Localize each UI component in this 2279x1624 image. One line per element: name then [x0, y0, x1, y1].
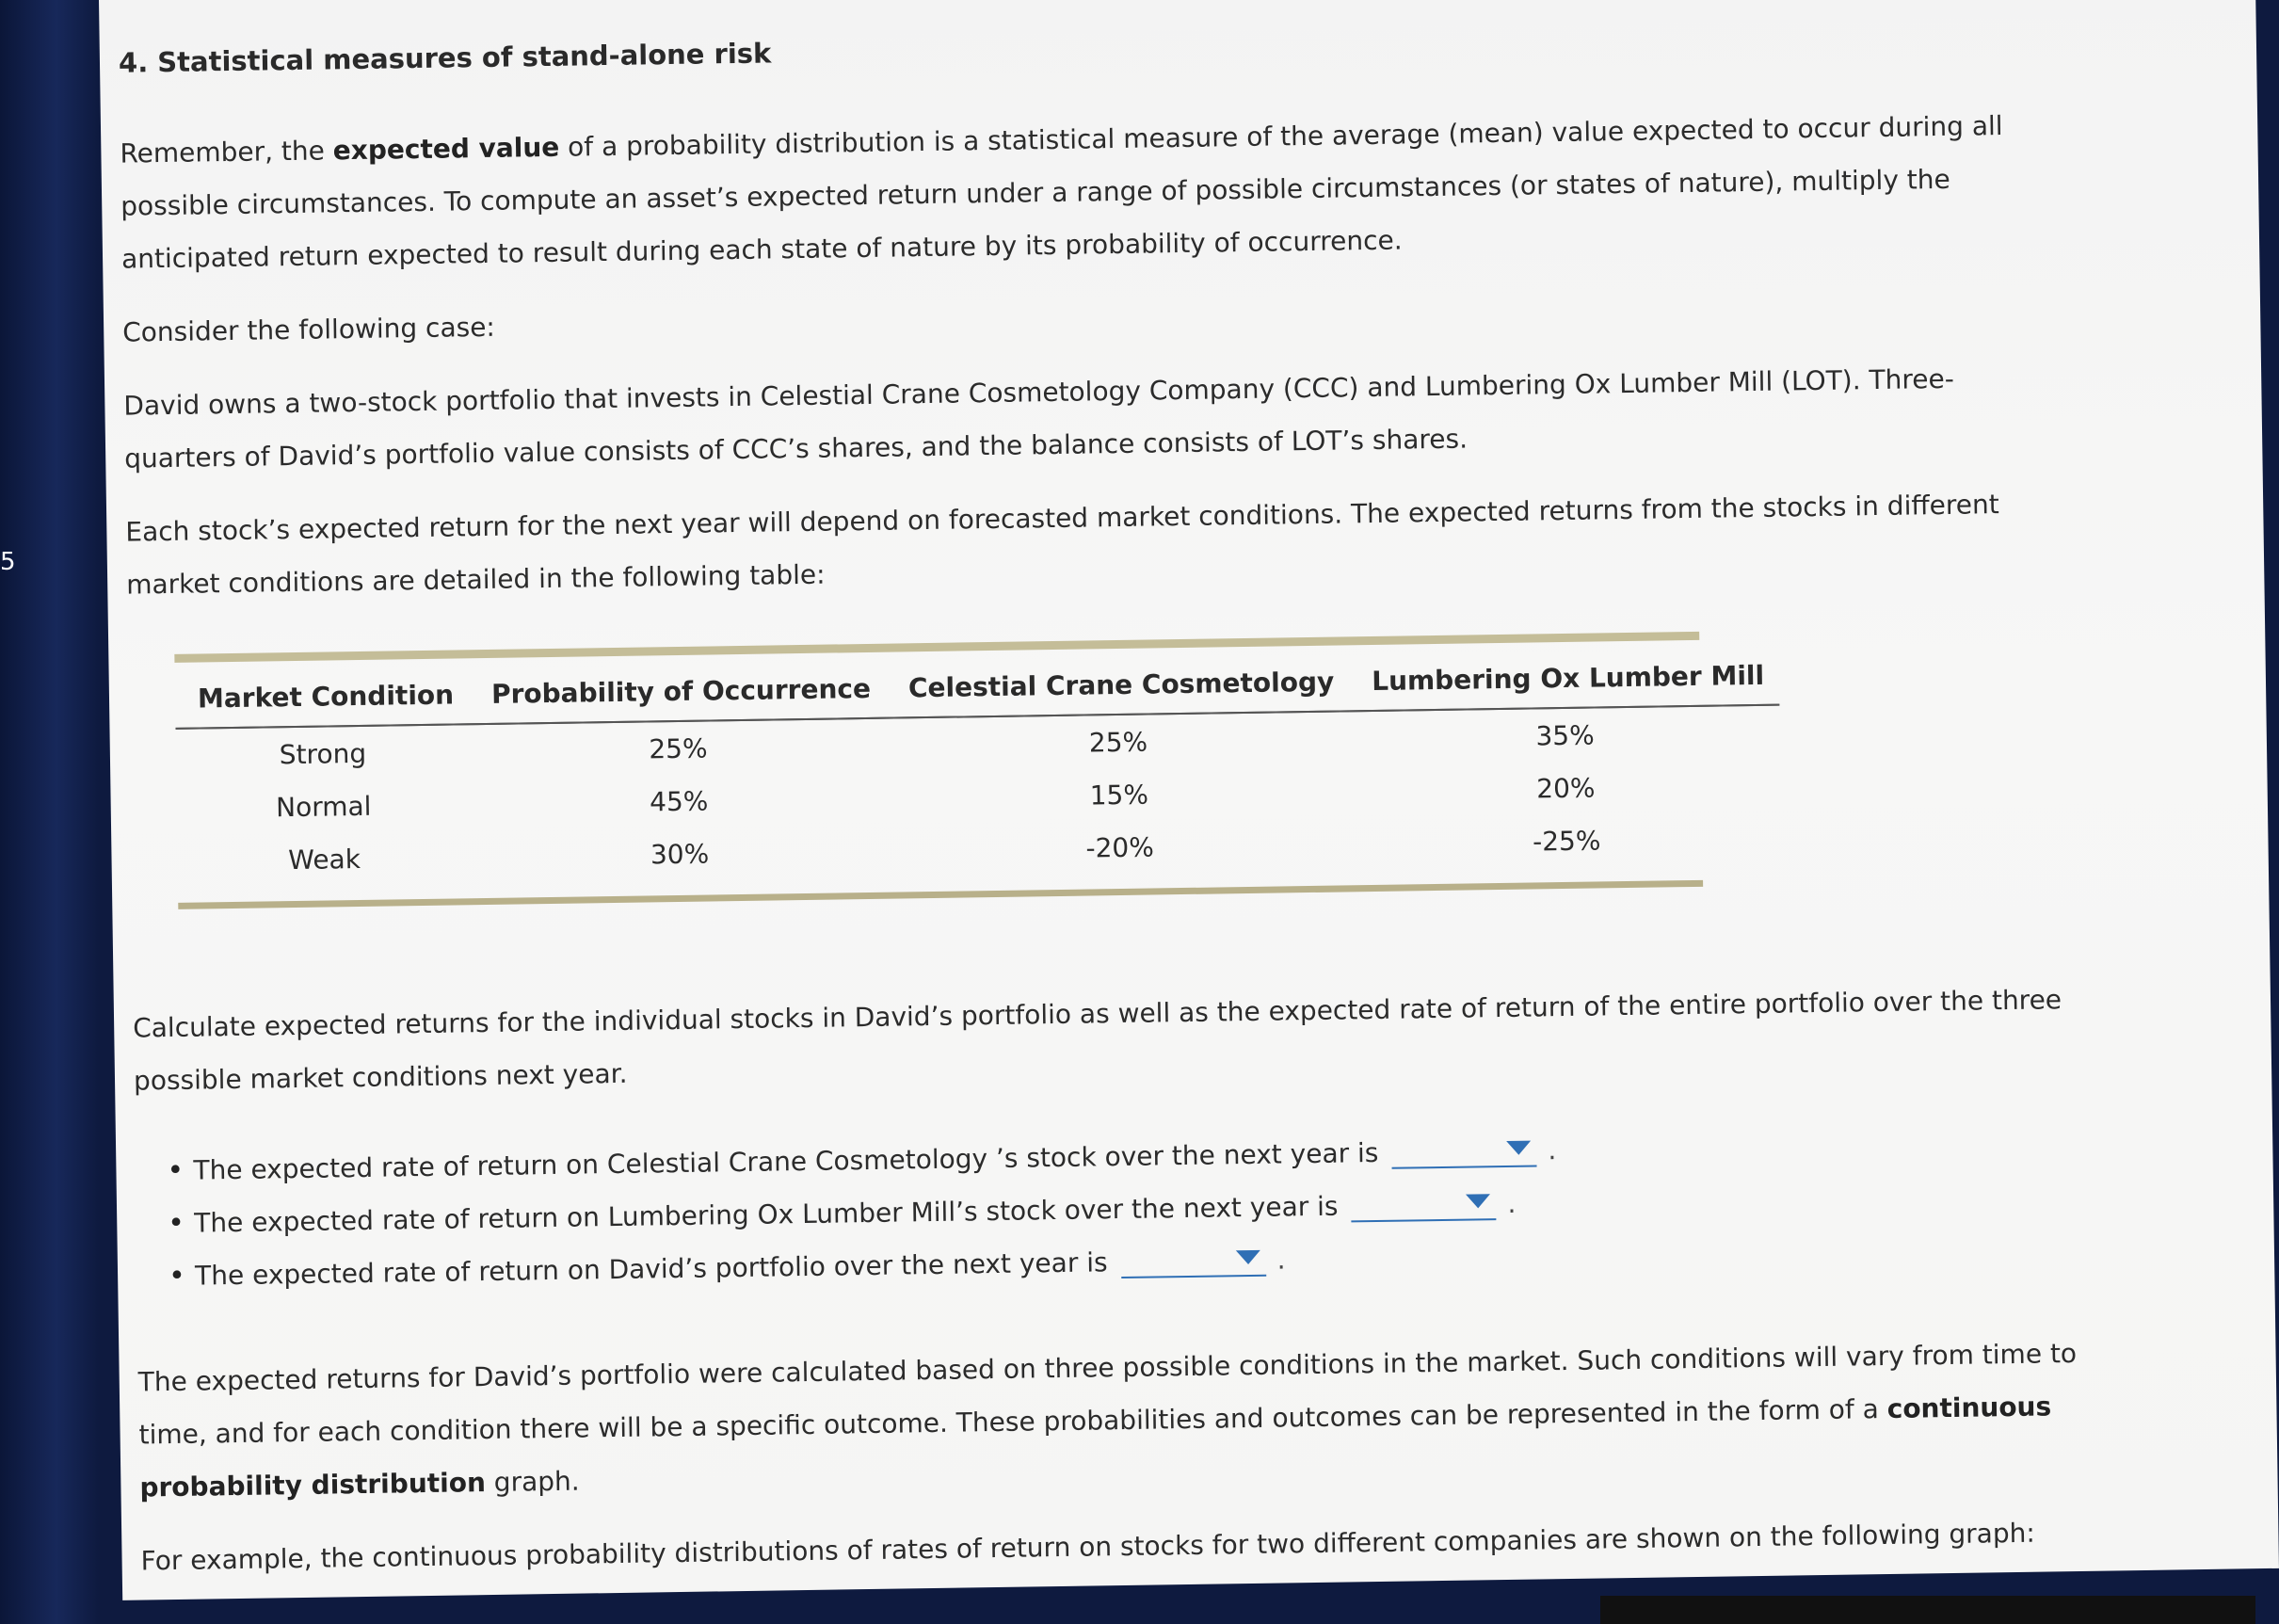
dropdown-arrow-icon — [1466, 1194, 1490, 1208]
question-page — [99, 0, 2279, 1600]
distribution-paragraph — [137, 1327, 2078, 1515]
question-suffix: . — [1276, 1244, 1286, 1276]
bottom-bezel — [1600, 1596, 2255, 1624]
lot-return-dropdown[interactable] — [1351, 1190, 1496, 1222]
table-bottom-rule — [178, 880, 1703, 909]
dropdown-arrow-icon — [1506, 1141, 1531, 1155]
question-text: The expected rate of return on David’s portfolio over the next year is — [194, 1246, 1108, 1292]
header-lot: Lumbering Ox Lumber Mill — [1349, 639, 1780, 712]
cell-ccc-return: -20% — [1085, 830, 1155, 864]
question-content — [119, 18, 2080, 1587]
cell-lot-return: 35% — [1535, 719, 1595, 751]
intro-text-1: Remember, the — [120, 135, 334, 169]
question-list — [135, 1117, 2076, 1304]
example-paragraph: For example, the continuous probability distributions of rates of return on stocks for two different companies are shown on the following graph: — [140, 1517, 2036, 1577]
intro-paragraph — [120, 99, 2061, 286]
cell-condition: Normal — [275, 790, 372, 823]
ccc-return-dropdown[interactable] — [1391, 1136, 1536, 1168]
cell-condition: Weak — [288, 843, 361, 876]
question-text: The expected rate of return on Celestial Crane Cosmetology ’s stock over the next year is — [193, 1136, 1379, 1186]
sidebar-edge-glyph: 5 — [0, 548, 16, 576]
header-ccc: Celestial Crane Cosmetology — [885, 645, 1349, 717]
question-suffix: . — [1507, 1187, 1517, 1219]
cell-probability: 25% — [649, 732, 708, 764]
intro-bold-term: expected value — [332, 131, 560, 167]
case-intro: Consider the following case: — [121, 311, 496, 348]
distribution-text-2: graph. — [485, 1465, 580, 1499]
cell-ccc-return: 15% — [1089, 779, 1149, 811]
dropdown-arrow-icon — [1235, 1250, 1260, 1264]
case-paragraph: David owns a two-stock portfolio that invests in Celestial Crane Cosmetology Company (CCC) and Lumbering Ox Lumber Mill (LOT). Three-quarters of David’s portfolio value consists of CCC’s shares, and the balance consists of LOT’s shares. — [123, 362, 1955, 474]
intro-text-2: of a probability distribution is a statistical measure of the average (mean) value expected to occur during all possible circumstances. To compute an asset’s expected return under a range of possible circumstances (or states of nature), multiply the anticipated return expected to result during each state of nature by its probability of occurrence. — [120, 110, 2003, 275]
portfolio-return-dropdown[interactable] — [1120, 1246, 1265, 1278]
header-market-condition: Market Condition — [174, 658, 469, 729]
distribution-text-1: The expected returns for David’s portfolio were calculated based on three possible conditions in the market. Such conditions will vary from time to time, and for each condition there will be a specific outcome. These probabilities and outcomes can be represented in the form of a — [137, 1337, 2078, 1451]
returns-table — [174, 639, 1782, 888]
returns-table-container — [174, 632, 1765, 909]
question-suffix: . — [1548, 1134, 1557, 1166]
returns-paragraph: Each stock’s expected return for the next year will depend on forecasted market conditions. The expected returns from the stocks in different market conditions are detailed in the following table: — [125, 489, 1999, 601]
cell-condition: Strong — [279, 737, 367, 770]
header-probability: Probability of Occurrence — [468, 652, 886, 725]
cell-lot-return: -25% — [1532, 824, 1601, 858]
cell-ccc-return: 25% — [1088, 726, 1148, 758]
question-text: The expected rate of return on Lumbering Ox Lumber Mill’s stock over the next year is — [194, 1190, 1339, 1239]
cell-probability: 45% — [649, 784, 709, 817]
cell-lot-return: 20% — [1536, 772, 1596, 804]
section-title: 4. Statistical measures of stand-alone risk — [118, 37, 772, 79]
distribution-bold-term: continuous probability distribution — [139, 1391, 2052, 1503]
calc-instructions: Calculate expected returns for the individual stocks in David’s portfolio as well as the expected rate of return of the entire portfolio over the three possible market conditions next year. — [132, 984, 2062, 1097]
cell-probability: 30% — [650, 837, 710, 870]
